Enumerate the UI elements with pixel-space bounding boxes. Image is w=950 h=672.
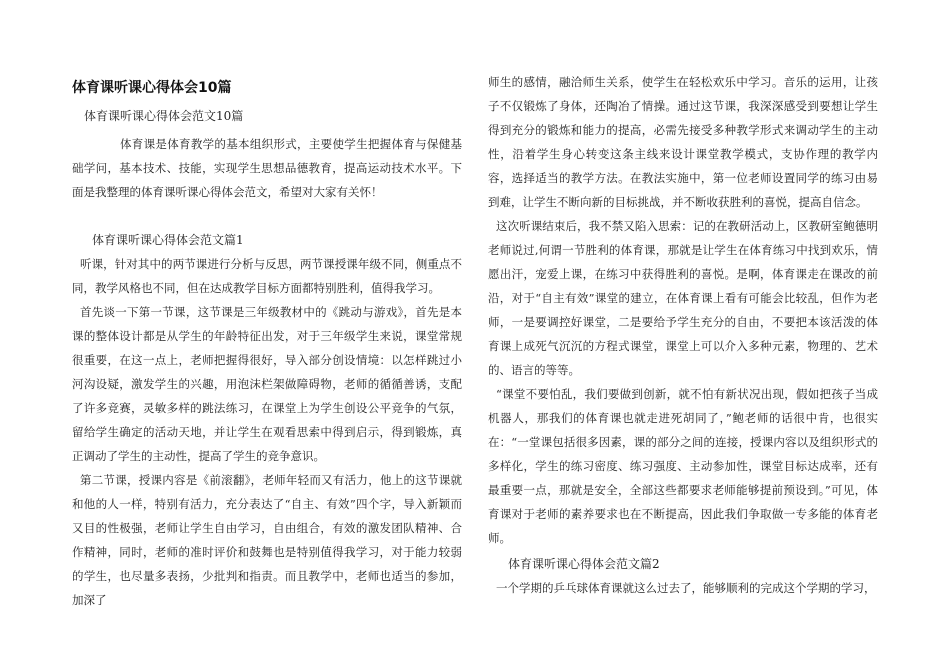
document-subtitle: 体育课听课心得体会范文10篇	[84, 109, 244, 123]
quote-paragraph: “课堂不要怕乱，我们要做到创新，就不怕有新状况出现，假如把孩子当成机器人，那我们的体育课也就走进死胡同了，”鲍老师的话很中肯，也很实在：“一堂课包括很多因素，课的部分之间的连接，授课内容以及组织形式的多样化，学生的练习密度、练习强度、主动参加性，课堂目标达成率，还有最重要一点，那就是安全，全部这些都要求老师能够提前预设到。”可见，体育课对于老师的素养要求也在不断提高，因此我们争取做一专多能的体育老师。	[488, 387, 878, 545]
section-2-paragraph-1: 一个学期的乒乓球体育课就这么过去了，能够顺利的完成这个学期的学习，	[496, 581, 876, 595]
left-column	[72, 70, 462, 612]
section-1-paragraph-1: 听课，针对其中的两节课进行分析与反思，两节课授课年级不同，侧重点不同，教学风格也不同，但在达成教学目标方面都特别胜利，值得我学习。	[72, 257, 462, 295]
continued-paragraph: 师生的感情，融洽师生关系，使学生在轻松欢乐中学习。音乐的运用，让孩子不仅锻炼了身体，还陶冶了情操。通过这节课，我深深感受到要想让学生得到充分的锻炼和能力的提高，必需先接受多种教学形式来调动学生的主动性，沿着学生身心转变这条主线来设计课堂教学模式，支协作理的教学内容，选择适当的教学方法。在教法实施中，第一位老师设置同学的练习由易到难，让学生不断向新的目标挑战，并不断收获胜利的喜悦，提高自信念。	[488, 75, 878, 209]
document-title: 体育课听课心得体会10篇	[72, 80, 232, 96]
spacer	[72, 204, 462, 216]
right-column	[488, 70, 878, 600]
intro-paragraph: 体育课是体育教学的基本组织形式，主要使学生把握体育与保健基础学问，基本技术、技能，实现学生思想品德教育，提高运动技术水平。下面是我整理的体育课听课心得体会范文，希望对大家有关怀！	[72, 137, 462, 199]
section-2-heading: 体育课听课心得体会范文篇2	[508, 557, 660, 571]
section-1-paragraph-2: 首先谈一下第一节课，这节课是三年级教材中的《跳动与游戏》，首先是本课的整体设计都是从学生的年龄特征出发，对于三年级学生来说，课堂常规很重要，在这一点上，老师把握得很好，导入部分创设情境：以怎样跳过小河沟设疑，激发学生的兴趣，用泡沫栏架做障碍物，老师的循循善诱，支配了许多竞赛，灵敏多样的跳法练习，在课堂上为学生创设公平竞争的气氛，留给学生确定的活动天地，并让学生在观看思索中得到启示，得到锻炼，真正调动了学生的主动性，提高了学生的竞争意识。	[72, 305, 462, 463]
section-1-paragraph-3: 第二节课，授课内容是《前滚翻》，老师年轻而又有活力，他上的这节课就和他的人一样，特别有活力，充分表达了“自主、有效”四个字，导入新颖而又目的性极强，老师让学生自由学习，自由组合，有效的激发团队精神、合作精神，同时，老师的准时评价和鼓舞也是特别值得我学习，对于能力较弱的学生，也尽量多表扬，少批判和指责。而且教学中，老师也适当的参加，加深了	[72, 473, 462, 607]
reflection-paragraph: 这次听课结束后，我不禁又陷入思索：记的在教研活动上，区教研室鲍德明老师说过,何谓一节胜利的体育课，那就是让学生在体育练习中找到欢乐，情愿出汗，宠爱上课，在练习中获得胜利的喜悦。是啊，体育课走在课改的前沿，对于“自主有效”课堂的建立，在体育课上看有可能会比较乱，但作为老师，一是要调控好课堂，二是要给予学生充分的自由，不要把本该活泼的体育课上成死气沉沉的方程式课堂，课堂上可以介入多种元素，物理的、艺术的、语言的等等。	[488, 219, 878, 377]
section-1-heading: 体育课听课心得体会范文篇1	[92, 233, 244, 247]
